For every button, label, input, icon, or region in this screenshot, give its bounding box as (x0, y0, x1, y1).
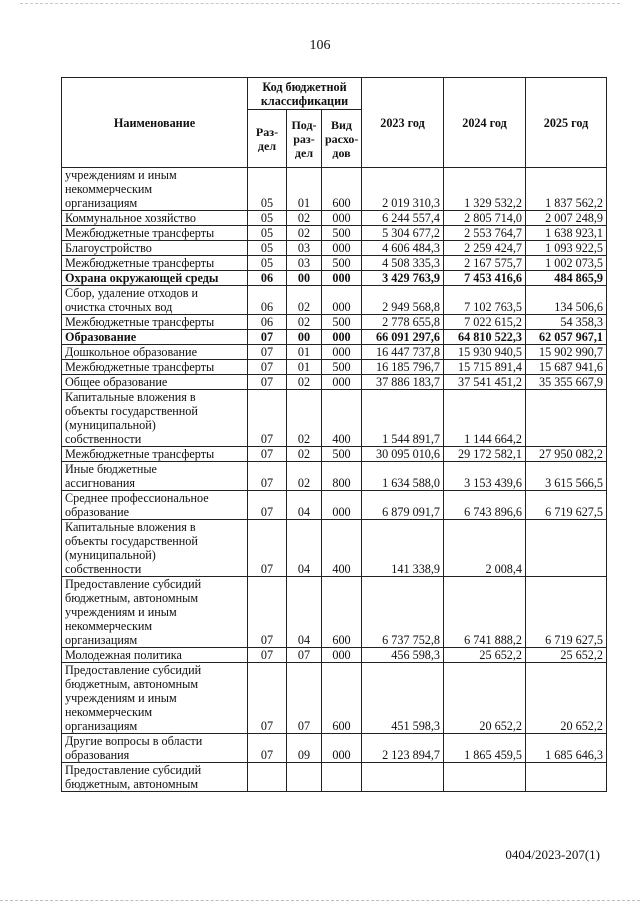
cell-2023: 16 185 796,7 (362, 360, 444, 375)
scan-edge-top (20, 3, 620, 4)
table-row (62, 286, 607, 315)
cell-podrazdel: 04 (287, 520, 322, 577)
cell-2025: 54 358,3 (526, 315, 607, 330)
cell-2024: 2 259 424,7 (444, 241, 526, 256)
cell-podrazdel: 00 (287, 271, 322, 286)
header-code-group: Код бюджетной классификации (248, 78, 362, 110)
cell-name: Капитальные вложения в объекты государственной (муниципальной) собственности (62, 520, 248, 577)
cell-podrazdel: 01 (287, 168, 322, 211)
table-row (62, 256, 607, 271)
cell-2024: 1 865 459,5 (444, 734, 526, 763)
cell-vid-rashodov: 600 (322, 168, 362, 211)
cell-podrazdel: 02 (287, 315, 322, 330)
cell-razdel: 07 (248, 360, 287, 375)
table-row (62, 520, 607, 577)
cell-2025: 1 638 923,1 (526, 226, 607, 241)
cell-2024: 7 022 615,2 (444, 315, 526, 330)
table-row (62, 491, 607, 520)
cell-2023: 30 095 010,6 (362, 447, 444, 462)
table-row (62, 734, 607, 763)
budget-table (61, 77, 607, 792)
cell-2023: 4 508 335,3 (362, 256, 444, 271)
cell-name: Иные бюджетные ассигнования (62, 462, 248, 491)
cell-razdel: 06 (248, 315, 287, 330)
cell-2023: 37 886 183,7 (362, 375, 444, 390)
cell-vid-rashodov: 000 (322, 648, 362, 663)
cell-2024: 25 652,2 (444, 648, 526, 663)
cell-2023: 141 338,9 (362, 520, 444, 577)
cell-razdel: 05 (248, 211, 287, 226)
header-2025: 2025 год (526, 78, 607, 168)
cell-name: Среднее профессиональное образование (62, 491, 248, 520)
cell-2024: 15 930 940,5 (444, 345, 526, 360)
cell-2025: 27 950 082,2 (526, 447, 607, 462)
cell-vid-rashodov: 500 (322, 315, 362, 330)
cell-2025: 35 355 667,9 (526, 375, 607, 390)
cell-razdel: 07 (248, 663, 287, 734)
cell-2025: 134 506,6 (526, 286, 607, 315)
cell-name: Предоставление субсидий бюджетным, автономным (62, 763, 248, 792)
cell-2023: 66 091 297,6 (362, 330, 444, 345)
cell-2024: 15 715 891,4 (444, 360, 526, 375)
cell-vid-rashodov: 400 (322, 390, 362, 447)
cell-2025 (526, 520, 607, 577)
cell-name: Сбор, удаление отходов и очистка сточных вод (62, 286, 248, 315)
cell-razdel: 07 (248, 577, 287, 648)
cell-2023: 4 606 484,3 (362, 241, 444, 256)
cell-name: Капитальные вложения в объекты государственной (муниципальной) собственности (62, 390, 248, 447)
cell-name: учреждениям и иным некоммерческим организациям (62, 168, 248, 211)
document-code: 0404/2023-207(1) (505, 847, 600, 862)
cell-2024 (444, 763, 526, 792)
cell-razdel: 05 (248, 226, 287, 241)
cell-2023: 5 304 677,2 (362, 226, 444, 241)
cell-vid-rashodov: 000 (322, 211, 362, 226)
table-row (62, 211, 607, 226)
cell-2023 (362, 763, 444, 792)
cell-2025: 15 687 941,6 (526, 360, 607, 375)
table-row (62, 271, 607, 286)
cell-razdel: 05 (248, 256, 287, 271)
cell-2023: 456 598,3 (362, 648, 444, 663)
cell-2024: 1 329 532,2 (444, 168, 526, 211)
cell-name: Межбюджетные трансферты (62, 256, 248, 271)
cell-podrazdel: 02 (287, 375, 322, 390)
cell-2025: 6 719 627,5 (526, 491, 607, 520)
cell-vid-rashodov: 600 (322, 663, 362, 734)
cell-vid-rashodov: 000 (322, 330, 362, 345)
cell-razdel (248, 763, 287, 792)
cell-vid-rashodov: 000 (322, 734, 362, 763)
cell-razdel: 07 (248, 330, 287, 345)
cell-2025: 1 685 646,3 (526, 734, 607, 763)
cell-name: Межбюджетные трансферты (62, 447, 248, 462)
cell-2024: 20 652,2 (444, 663, 526, 734)
cell-2024: 3 153 439,6 (444, 462, 526, 491)
cell-razdel: 07 (248, 734, 287, 763)
cell-2025: 484 865,9 (526, 271, 607, 286)
page-number: 106 (309, 38, 331, 53)
cell-2024: 64 810 522,3 (444, 330, 526, 345)
table-row (62, 168, 607, 211)
header-razdel: Раз- дел (248, 110, 287, 168)
cell-2024: 2 008,4 (444, 520, 526, 577)
cell-2023: 2 778 655,8 (362, 315, 444, 330)
cell-razdel: 07 (248, 345, 287, 360)
cell-razdel: 07 (248, 462, 287, 491)
cell-razdel: 07 (248, 648, 287, 663)
cell-2025: 62 057 967,1 (526, 330, 607, 345)
cell-name: Межбюджетные трансферты (62, 226, 248, 241)
cell-2023: 16 447 737,8 (362, 345, 444, 360)
cell-name: Предоставление субсидий бюджетным, автономным учреждениям и иным некоммерческим организациям (62, 577, 248, 648)
cell-podrazdel: 03 (287, 241, 322, 256)
cell-razdel: 06 (248, 271, 287, 286)
cell-podrazdel: 02 (287, 226, 322, 241)
cell-podrazdel: 09 (287, 734, 322, 763)
cell-podrazdel: 02 (287, 286, 322, 315)
cell-2023: 6 879 091,7 (362, 491, 444, 520)
table-row (62, 330, 607, 345)
cell-podrazdel: 07 (287, 648, 322, 663)
table-body (62, 168, 607, 792)
cell-2023: 451 598,3 (362, 663, 444, 734)
cell-vid-rashodov: 000 (322, 241, 362, 256)
cell-2023: 2 019 310,3 (362, 168, 444, 211)
cell-2024: 2 805 714,0 (444, 211, 526, 226)
cell-vid-rashodov: 600 (322, 577, 362, 648)
table-header-row (62, 78, 607, 110)
cell-podrazdel: 00 (287, 330, 322, 345)
cell-2025: 1 837 562,2 (526, 168, 607, 211)
cell-2025: 3 615 566,5 (526, 462, 607, 491)
cell-name: Общее образование (62, 375, 248, 390)
header-vid-rashodov: Вид расхо- дов (322, 110, 362, 168)
table-row (62, 241, 607, 256)
cell-vid-rashodov: 000 (322, 286, 362, 315)
cell-vid-rashodov: 500 (322, 256, 362, 271)
cell-podrazdel: 01 (287, 345, 322, 360)
cell-name: Межбюджетные трансферты (62, 360, 248, 375)
cell-2023: 1 544 891,7 (362, 390, 444, 447)
cell-razdel: 07 (248, 520, 287, 577)
header-podrazdel: Под- раз- дел (287, 110, 322, 168)
header-name: Наименование (62, 78, 248, 168)
cell-vid-rashodov: 000 (322, 345, 362, 360)
cell-razdel: 07 (248, 447, 287, 462)
cell-2024: 2 553 764,7 (444, 226, 526, 241)
cell-vid-rashodov: 500 (322, 447, 362, 462)
cell-razdel: 05 (248, 241, 287, 256)
cell-podrazdel: 02 (287, 390, 322, 447)
cell-2025: 20 652,2 (526, 663, 607, 734)
cell-vid-rashodov: 000 (322, 375, 362, 390)
cell-2025: 25 652,2 (526, 648, 607, 663)
cell-2024: 1 144 664,2 (444, 390, 526, 447)
cell-name: Молодежная политика (62, 648, 248, 663)
cell-2023: 6 244 557,4 (362, 211, 444, 226)
cell-podrazdel: 02 (287, 211, 322, 226)
cell-2025: 15 902 990,7 (526, 345, 607, 360)
cell-razdel: 07 (248, 491, 287, 520)
cell-2024: 29 172 582,1 (444, 447, 526, 462)
cell-vid-rashodov: 500 (322, 360, 362, 375)
cell-2023: 2 123 894,7 (362, 734, 444, 763)
table-row (62, 663, 607, 734)
header-2024: 2024 год (444, 78, 526, 168)
table-row (62, 360, 607, 375)
table-row (62, 763, 607, 792)
cell-podrazdel: 04 (287, 577, 322, 648)
cell-2025 (526, 390, 607, 447)
cell-2025: 6 719 627,5 (526, 577, 607, 648)
cell-razdel: 05 (248, 168, 287, 211)
cell-name: Благоустройство (62, 241, 248, 256)
cell-podrazdel: 01 (287, 360, 322, 375)
cell-vid-rashodov: 000 (322, 271, 362, 286)
cell-vid-rashodov: 500 (322, 226, 362, 241)
table-row (62, 577, 607, 648)
cell-vid-rashodov: 400 (322, 520, 362, 577)
cell-2024: 6 741 888,2 (444, 577, 526, 648)
cell-name: Коммунальное хозяйство (62, 211, 248, 226)
cell-podrazdel: 02 (287, 447, 322, 462)
cell-vid-rashodov: 800 (322, 462, 362, 491)
cell-2023: 2 949 568,8 (362, 286, 444, 315)
cell-podrazdel: 02 (287, 462, 322, 491)
header-2023: 2023 год (362, 78, 444, 168)
cell-name: Дошкольное образование (62, 345, 248, 360)
cell-2024: 7 102 763,5 (444, 286, 526, 315)
cell-2024: 6 743 896,6 (444, 491, 526, 520)
cell-name: Другие вопросы в области образования (62, 734, 248, 763)
cell-podrazdel: 07 (287, 663, 322, 734)
scan-edge-bottom (0, 900, 640, 901)
table-row (62, 462, 607, 491)
cell-2023: 3 429 763,9 (362, 271, 444, 286)
cell-2023: 1 634 588,0 (362, 462, 444, 491)
table-row (62, 648, 607, 663)
cell-razdel: 06 (248, 286, 287, 315)
cell-2024: 37 541 451,2 (444, 375, 526, 390)
cell-vid-rashodov: 000 (322, 491, 362, 520)
cell-podrazdel: 03 (287, 256, 322, 271)
cell-razdel: 07 (248, 390, 287, 447)
cell-2024: 2 167 575,7 (444, 256, 526, 271)
table-row (62, 447, 607, 462)
cell-2024: 7 453 416,6 (444, 271, 526, 286)
cell-2023: 6 737 752,8 (362, 577, 444, 648)
cell-2025 (526, 763, 607, 792)
cell-name: Образование (62, 330, 248, 345)
cell-vid-rashodov (322, 763, 362, 792)
table-row (62, 375, 607, 390)
cell-2025: 2 007 248,9 (526, 211, 607, 226)
cell-podrazdel: 04 (287, 491, 322, 520)
cell-name: Предоставление субсидий бюджетным, автономным учреждениям и иным некоммерческим организациям (62, 663, 248, 734)
table-row (62, 345, 607, 360)
cell-podrazdel (287, 763, 322, 792)
cell-2025: 1 093 922,5 (526, 241, 607, 256)
cell-2025: 1 002 073,5 (526, 256, 607, 271)
table-row (62, 315, 607, 330)
cell-razdel: 07 (248, 375, 287, 390)
table-row (62, 390, 607, 447)
table-row (62, 226, 607, 241)
cell-name: Межбюджетные трансферты (62, 315, 248, 330)
cell-name: Охрана окружающей среды (62, 271, 248, 286)
